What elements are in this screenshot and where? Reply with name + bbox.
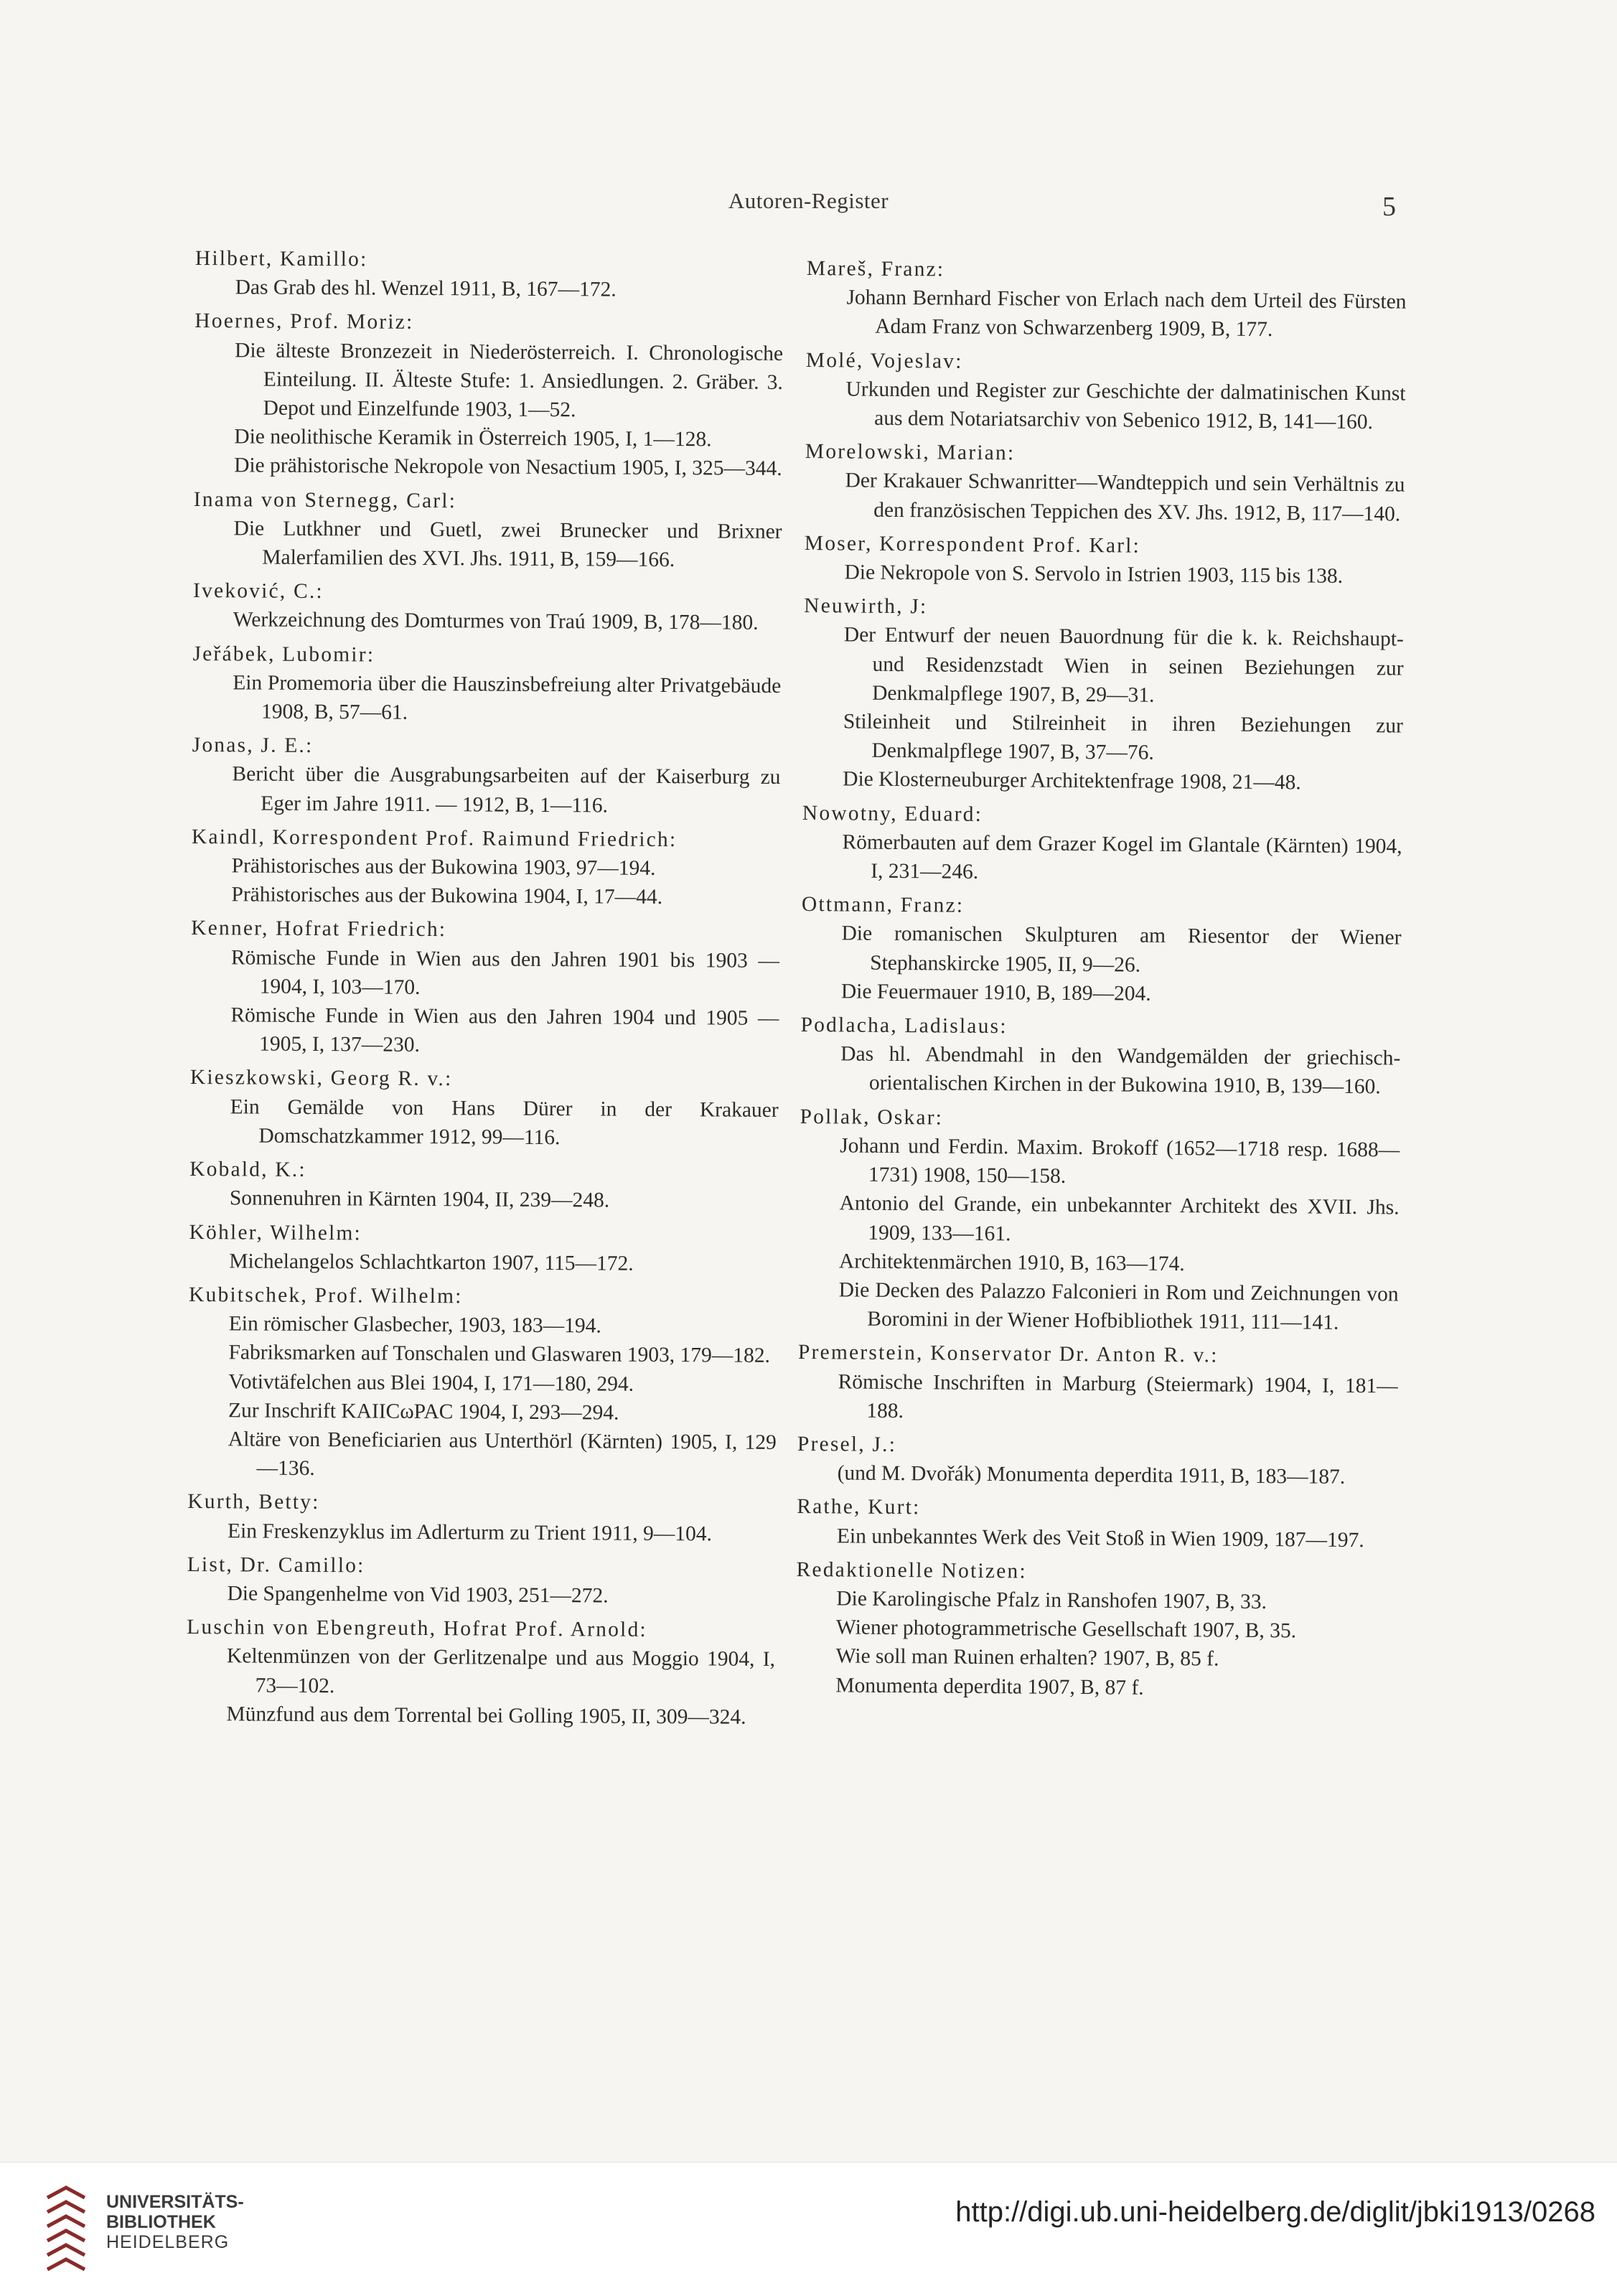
index-entry	[189, 1063, 779, 1153]
right-column	[795, 254, 1407, 1709]
author-name: Kenner, Hofrat Friedrich:	[191, 917, 447, 942]
work-citation	[187, 1579, 775, 1611]
work-citation-text: Römerbauten auf dem Grazer Kogel im Glantale (Kärnten) 1904, I, 231—246.	[842, 830, 1402, 884]
work-citation	[193, 514, 782, 575]
work-citation-text: Römische Funde in Wien aus den Jahren 1901 bis 1903 — 1904, I, 103—170.	[230, 945, 780, 999]
university-logo-icon	[44, 2183, 89, 2277]
work-citation	[798, 1275, 1399, 1338]
work-citation	[188, 1367, 777, 1399]
work-citation	[796, 1641, 1396, 1675]
index-entry	[187, 1550, 775, 1611]
work-citation	[188, 1338, 777, 1370]
index-entry	[802, 591, 1404, 798]
index-entry	[798, 1102, 1400, 1338]
author-name: Redaktionelle Notizen:	[796, 1557, 1027, 1583]
work-citation-text: Die Feuermauer 1910, B, 189—204.	[840, 980, 1151, 1006]
work-citation-text: Ein römischer Glasbecher, 1903, 183—194.	[228, 1312, 601, 1338]
work-citation-text: Zur Inschrift KAIICωPAC 1904, I, 293—294.	[228, 1399, 619, 1425]
author-name: Moser, Korrespondent Prof. Karl:	[804, 531, 1141, 558]
author-name: Iveković, C.:	[192, 579, 324, 604]
work-citation-text: Ein unbekanntes Werk des Veit Stoß in Wien 1909, 187—197.	[836, 1524, 1364, 1552]
work-citation	[801, 919, 1402, 981]
work-citation-text: Prähistorisches aus der Bukowina 1904, I, 17—44.	[231, 883, 663, 909]
work-citation-text: Die neolithische Keramik in Österreich 1905, I, 1—128.	[234, 425, 712, 451]
work-citation	[189, 1092, 778, 1153]
work-citation-text: Werkzeichnung des Domturmes von Traú 1909, B, 178—180.	[233, 608, 759, 635]
library-name	[106, 2192, 244, 2252]
work-citation-text: Die Spangenhelme von Vid 1903, 251—272.	[227, 1582, 609, 1608]
work-citation-text: Die Karolingische Pfalz in Ranshofen 1907, B, 33.	[836, 1587, 1267, 1614]
index-entry	[193, 576, 782, 637]
work-citation-text: Urkunden und Register zur Geschichte der dalmatinischen Kunst aus dem Notariatsarchiv von Sebenico 1912, B, 141—160.	[845, 378, 1406, 434]
work-citation-text: Wiener photogrammetrische Gesellschaft 1907, B, 35.	[835, 1616, 1297, 1643]
work-citation-text: Johann und Ferdin. Maxim. Brokoff (1652—1718 resp. 1688—1731) 1908, 150—158.	[840, 1134, 1400, 1188]
work-citation-text: Die Lutkhner und Guetl, zwei Brunecker und Brixner Malerfamilien des XVI. Jhs. 1911, B, 159—166.	[233, 517, 782, 572]
index-entry	[189, 1155, 778, 1216]
index-entry	[192, 639, 782, 730]
work-citation	[190, 1001, 779, 1062]
author-name: Podlacha, Ladislaus:	[800, 1013, 1008, 1039]
work-citation	[192, 851, 780, 884]
work-citation	[189, 1309, 777, 1341]
work-citation-text: Der Entwurf der neuen Bauordnung für die k. k. Reichshaupt- und Residenzstadt Wien in seinen Beziehungen zur Denkmalpflege 1907, B, 29—31.	[843, 623, 1404, 707]
index-entry	[802, 799, 1402, 890]
index-entry	[805, 437, 1405, 528]
author-name: Jeřábek, Lubomir:	[192, 642, 375, 667]
work-citation-text: Die Klosterneuburger Architektenfrage 1908, 21—48.	[843, 767, 1301, 795]
work-citation-text: Der Krakauer Schwanritter—Wandteppich und sein Verhältnis zu den französischen Teppichen des XV. Jhs. 1912, B, 117—140.	[845, 469, 1405, 526]
work-citation	[799, 1189, 1400, 1251]
work-citation	[194, 422, 782, 454]
author-name: Nowotny, Eduard:	[802, 801, 983, 826]
work-citation	[191, 880, 779, 912]
work-citation	[187, 1425, 776, 1486]
work-citation	[805, 466, 1405, 528]
index-entry	[189, 1217, 777, 1278]
work-citation	[802, 828, 1402, 890]
author-name: Kubitschek, Prof. Wilhelm:	[188, 1283, 463, 1308]
work-citation	[192, 668, 781, 729]
left-column	[186, 244, 784, 1737]
index-entry	[800, 1011, 1401, 1102]
author-name: Neuwirth, J:	[804, 594, 928, 619]
page-number: 5	[1382, 192, 1396, 222]
work-citation-text: Johann Bernhard Fischer von Erlach nach dem Urteil des Fürsten Adam Franz von Schwarzenberg 1909, B, 177.	[846, 286, 1407, 342]
work-citation-text: Ein Freskenzyklus im Adlerturm zu Trient 1911, 9—104.	[227, 1519, 713, 1545]
author-name: Presel, J.:	[797, 1432, 897, 1456]
work-citation-text: Prähistorisches aus der Bukowina 1903, 97—194.	[231, 854, 656, 880]
work-citation	[806, 283, 1407, 345]
work-citation	[186, 1700, 774, 1732]
work-citation-text: Bericht über die Ausgrabungsarbeiten auf der Kaiserburg zu Eger im Jahre 1911. — 1912, B, 1—116.	[232, 762, 781, 817]
index-entry	[801, 890, 1402, 1010]
author-name: Morelowski, Marian:	[805, 440, 1016, 465]
work-citation-text: Ein Gemälde von Hans Dürer in der Krakauer Domschatzkammer 1912, 99—116.	[230, 1095, 779, 1150]
work-citation	[803, 620, 1404, 711]
work-citation	[189, 1184, 778, 1216]
work-citation	[187, 1641, 775, 1702]
author-name: Kieszkowski, Georg R. v.:	[189, 1066, 453, 1091]
work-citation-text: Die Decken des Palazzo Falconieri in Rom und Zeichnungen von Boromini in der Wiener Hofbibliothek 1911, 111—141.	[838, 1278, 1399, 1334]
source-url-link[interactable]: http://digi.ub.uni-heidelberg.de/diglit/jbki1913/0268	[955, 2196, 1595, 2228]
author-name: Kurth, Betty:	[187, 1490, 320, 1514]
work-citation	[189, 1247, 777, 1279]
author-name: Mareš, Franz:	[806, 256, 945, 281]
library-name-line-1: UNIVERSITÄTS-	[106, 2192, 244, 2212]
author-name: Premerstein, Konservator Dr. Anton R. v.:	[797, 1341, 1219, 1367]
work-citation	[796, 1613, 1396, 1646]
work-citation-text: Architektenmärchen 1910, B, 163—174.	[838, 1250, 1185, 1275]
work-citation	[799, 1247, 1399, 1280]
work-citation	[796, 1584, 1396, 1618]
author-name: Luschin von Ebengreuth, Hofrat Prof. Arnold:	[187, 1616, 647, 1642]
index-entry	[194, 306, 783, 483]
work-citation	[800, 1131, 1400, 1194]
work-citation	[797, 1367, 1398, 1429]
work-citation	[804, 558, 1404, 591]
index-entry	[193, 485, 782, 576]
work-citation	[802, 764, 1402, 798]
index-entry	[187, 1280, 777, 1486]
work-citation-text: Das hl. Abendmahl in den Wandgemälden der griechisch-orientalischen Kirchen in der Bukowina 1910, B, 139—160.	[840, 1042, 1401, 1099]
work-citation-text: Altäre von Beneficiarien aus Unterthörl (Kärnten) 1905, I, 129—136.	[228, 1428, 777, 1481]
index-entry	[195, 244, 784, 305]
work-citation-text: Antonio del Grande, ein unbekannter Architekt des XVII. Jhs. 1909, 133—161.	[839, 1191, 1400, 1245]
work-citation-text: Die romanischen Skulpturen am Riesentor der Wiener Stephanskircke 1905, II, 9—26.	[841, 922, 1402, 977]
index-entry	[805, 346, 1406, 437]
library-name-line-3: HEIDELBERG	[106, 2232, 230, 2252]
work-citation-text: Keltenmünzen von der Gerlitzenalpe und aus Moggio 1904, I, 73—102.	[226, 1644, 776, 1697]
work-citation	[802, 707, 1403, 769]
author-name: List, Dr. Camillo:	[187, 1552, 365, 1578]
work-citation	[195, 273, 784, 305]
author-name: Inama von Sternegg, Carl:	[193, 487, 457, 512]
index-entry	[795, 1555, 1397, 1705]
work-citation	[805, 375, 1406, 437]
work-citation	[795, 1670, 1395, 1704]
index-entry	[191, 823, 780, 913]
author-name: Hilbert, Kamillo:	[194, 246, 368, 271]
author-name: Hoernes, Prof. Moriz:	[194, 309, 414, 334]
work-citation	[191, 943, 779, 1004]
work-citation	[187, 1516, 776, 1548]
running-head: Autoren-Register	[728, 188, 889, 213]
author-name: Köhler, Wilhelm:	[189, 1220, 362, 1245]
work-citation-text: Das Grab des hl. Wenzel 1911, B, 167—172.	[235, 276, 617, 301]
work-citation-text: Die älteste Bronzezeit in Niederösterreich. I. Chronologische Einteilung. II. Älteste Stufe: 1. Ansiedlungen. 2. Gräber. 3. Depot und Einzelfunde 1903, 1—52.	[234, 338, 784, 422]
work-citation-text: Römische Inschriften in Marburg (Steiermark) 1904, I, 181—188.	[838, 1369, 1398, 1423]
author-name: Ottmann, Franz:	[801, 893, 965, 918]
index-entry	[190, 914, 779, 1062]
work-citation-text: Monumenta deperdita 1907, B, 87 f.	[835, 1673, 1144, 1700]
work-citation	[194, 451, 782, 483]
work-citation-text: Römische Funde in Wien aus den Jahren 1904 und 1905 — 1905, I, 137—230.	[230, 1003, 779, 1057]
author-name: Kaindl, Korrespondent Prof. Raimund Friedrich:	[191, 825, 678, 851]
author-name: Pollak, Oskar:	[800, 1105, 944, 1130]
work-citation	[797, 1458, 1397, 1492]
author-name: Rathe, Kurt:	[797, 1495, 921, 1519]
index-entry	[806, 254, 1407, 345]
author-name: Jonas, J. E.:	[192, 734, 314, 758]
work-citation-text: Wie soll man Ruinen erhalten? 1907, B, 85 f.	[835, 1644, 1219, 1671]
author-name: Molé, Vojeslav:	[805, 348, 963, 373]
index-entry	[797, 1430, 1398, 1492]
work-citation	[797, 1521, 1397, 1555]
work-citation-text: Sonnenuhren in Kärnten 1904, II, 239—248.	[229, 1186, 610, 1212]
library-name-line-2: BIBLIOTHEK	[106, 2212, 216, 2232]
work-citation-text: Fabriksmarken auf Tonschalen und Glaswaren 1903, 179—182.	[228, 1341, 771, 1368]
work-citation-text: Votivtäfelchen aus Blei 1904, I, 171—180, 294.	[228, 1369, 634, 1396]
index-entry	[797, 1338, 1398, 1429]
work-citation-text: Die prähistorische Nekropole von Nesactium 1905, I, 325—344.	[234, 454, 782, 481]
work-citation-text: Ein Promemoria über die Hauszinsbefreiung alter Privatgebäude 1908, B, 57—61.	[233, 671, 782, 724]
work-citation-text: Münzfund aus dem Torrental bei Golling 1905, II, 309—324.	[226, 1702, 746, 1729]
work-citation-text: Stileinheit und Stilreinheit in ihren Beziehungen zur Denkmalpflege 1907, B, 37—76.	[843, 710, 1403, 765]
work-citation-text: (und M. Dvořák) Monumenta deperdita 1911, B, 183—187.	[837, 1461, 1346, 1489]
index-entry	[797, 1492, 1397, 1555]
work-citation	[800, 1039, 1401, 1102]
work-citation	[188, 1396, 777, 1428]
index-entry	[192, 731, 781, 821]
index-entry	[804, 529, 1405, 591]
index-entry	[186, 1613, 775, 1732]
work-citation	[193, 605, 782, 637]
work-citation-text: Die Nekropole von S. Servolo in Istrien 1903, 115 bis 138.	[844, 561, 1344, 588]
index-entry	[187, 1487, 776, 1548]
work-citation	[194, 336, 783, 426]
work-citation-text: Michelangelos Schlachtkarton 1907, 115—172.	[229, 1250, 634, 1275]
work-citation	[192, 759, 780, 820]
author-name: Kobald, K.:	[189, 1158, 306, 1182]
work-citation	[801, 977, 1401, 1011]
